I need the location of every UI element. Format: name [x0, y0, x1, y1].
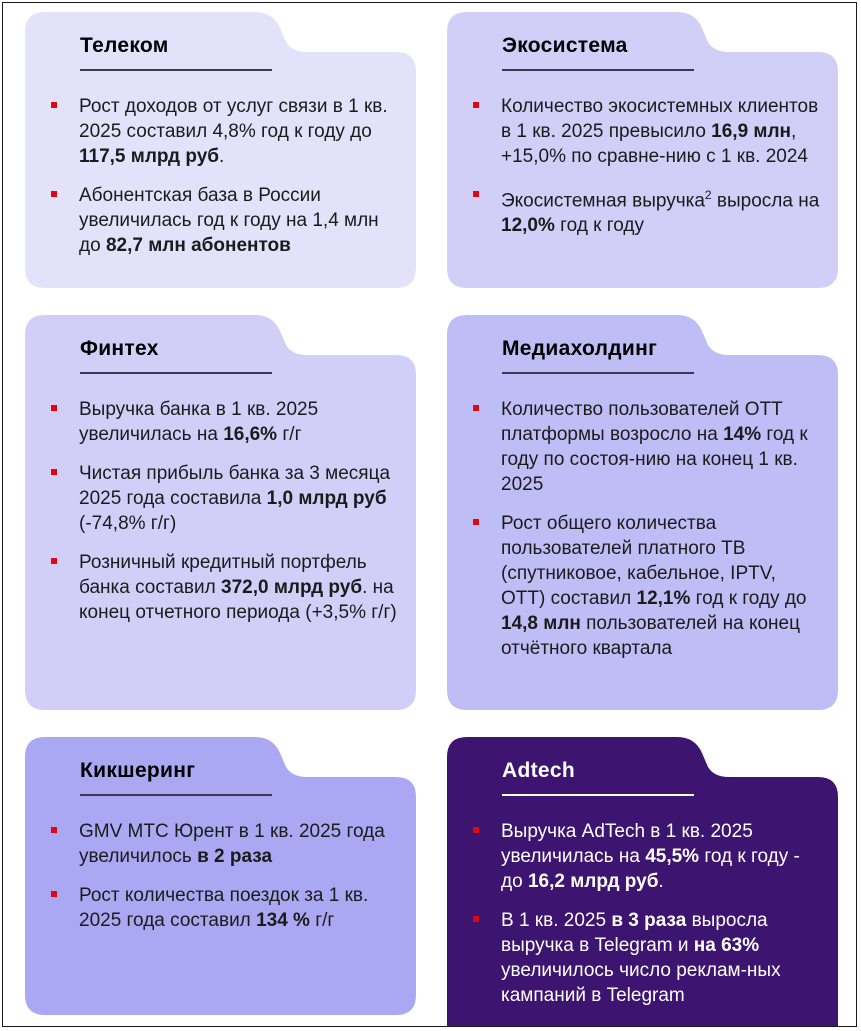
card-media — [447, 315, 838, 710]
title-divider — [80, 372, 272, 374]
item-highlight: 82,7 млн абонентов — [105, 235, 291, 256]
list-item — [469, 183, 820, 238]
bullet-icon — [473, 827, 479, 833]
item-text: выросла выручка в Telegram и — [501, 910, 768, 956]
card-title: Adtech — [502, 759, 575, 782]
item-text: Экосистемная выручка — [501, 190, 705, 212]
bullet-icon — [473, 916, 479, 922]
list-item — [47, 883, 398, 933]
item-text: Количество пользователей ОТТ платформы возросло на — [501, 399, 783, 445]
item-text: Рост доходов от услуг связи в 1 кв. 2025 составил 4,8% год к году до — [79, 96, 388, 142]
item-highlight: 14,8 млн — [501, 613, 581, 634]
list-item — [47, 183, 398, 258]
item-text: год к году — [554, 215, 645, 237]
bullet-icon — [51, 891, 57, 897]
bullet-icon — [473, 405, 479, 411]
list-item — [469, 397, 820, 497]
bullet-list — [47, 94, 398, 272]
item-text: г/г — [277, 424, 302, 445]
footnote-mark: 2 — [704, 188, 712, 202]
item-text: В 1 кв. 2025 — [501, 910, 612, 931]
item-highlight: в 3 раза — [611, 910, 687, 931]
card-title: Кикшеринг — [80, 759, 196, 782]
item-text: Розничный кредитный портфель банка составил — [79, 552, 367, 598]
item-text: . — [658, 871, 664, 892]
bullet-list — [469, 819, 820, 1022]
item-highlight: 372,0 млрд руб — [221, 577, 363, 598]
bullet-list — [47, 397, 398, 639]
item-text: Чистая прибыль банка за 3 месяца 2025 года составила — [79, 463, 391, 509]
card-telecom — [25, 12, 416, 288]
list-item — [47, 94, 398, 169]
card-title: Финтех — [80, 337, 159, 360]
item-text: . — [219, 146, 225, 167]
bullet-list — [47, 819, 398, 947]
card-title: Телеком — [80, 34, 169, 57]
list-item — [469, 94, 820, 169]
list-item — [469, 511, 820, 661]
item-text: год к году по состоя-нию на конец 1 кв. 2025 — [501, 424, 808, 495]
item-highlight: на 63% — [693, 935, 760, 956]
list-item — [47, 819, 398, 869]
bullet-icon — [51, 191, 57, 197]
item-text: год к году до — [690, 588, 807, 609]
list-item — [47, 461, 398, 536]
item-text: Абонентская база в России увеличилась год к году на 1,4 млн до — [79, 185, 379, 256]
title-divider — [80, 69, 272, 71]
bullet-icon — [51, 558, 57, 564]
item-text: Выручка AdTech в 1 кв. 2025 увеличилась на — [501, 821, 753, 867]
bullet-icon — [473, 102, 479, 108]
title-divider — [502, 372, 694, 374]
bullet-icon — [51, 827, 57, 833]
item-text: Выручка банка в 1 кв. 2025 увеличилась на — [79, 399, 319, 445]
card-kicksharing — [25, 737, 416, 1015]
card-adtech — [447, 737, 838, 1026]
item-highlight: 45,5% — [645, 846, 700, 867]
list-item — [47, 550, 398, 625]
item-text: пользователей на конец отчётного квартала — [501, 613, 800, 659]
list-item — [469, 908, 820, 1008]
bullet-icon — [473, 519, 479, 525]
item-highlight: 1,0 млрд руб — [266, 488, 387, 509]
list-item — [47, 397, 398, 447]
item-highlight: в 2 раза — [197, 846, 273, 867]
item-text: увеличилось число реклам-ных кампаний в Telegram — [501, 960, 781, 1006]
item-text: , +15,0% по сравне-нию с 1 кв. 2024 — [501, 121, 808, 167]
bullet-list — [469, 94, 820, 252]
bullet-icon — [51, 102, 57, 108]
title-divider — [502, 69, 694, 71]
card-ecosystem — [447, 12, 838, 288]
item-text: выросла на — [711, 190, 820, 212]
card-title: Медиахолдинг — [502, 337, 658, 360]
card-fintech — [25, 315, 416, 710]
item-highlight: 134 % — [256, 910, 310, 931]
item-text: Рост количества поездок за 1 кв. 2025 года составил — [79, 885, 369, 931]
item-highlight: 12,1% — [636, 588, 691, 609]
bullet-list — [469, 397, 820, 675]
item-highlight: 16,6% — [223, 424, 278, 445]
item-text: . на конец отчетного периода (+3,5% г/г) — [79, 577, 397, 623]
title-divider — [502, 794, 694, 796]
bullet-icon — [473, 191, 479, 197]
card-title: Экосистема — [502, 34, 628, 57]
title-divider — [80, 794, 272, 796]
item-text: GMV МТС Юрент в 1 кв. 2025 года увеличилось — [79, 821, 385, 867]
item-text: год к году - до — [501, 846, 800, 892]
item-highlight: 16,2 млрд руб — [527, 871, 659, 892]
item-text: Рост общего количества пользователей платного ТВ (спутниковое, кабельное, IPTV, ОТТ) составил — [501, 513, 776, 609]
item-text: г/г — [309, 910, 335, 931]
item-text: Количество экосистемных клиентов в 1 кв. 2025 превысило — [501, 96, 819, 142]
item-highlight: 117,5 млрд руб — [79, 146, 220, 167]
bullet-icon — [51, 405, 57, 411]
bullet-icon — [51, 469, 57, 475]
item-highlight: 16,9 млн — [711, 121, 792, 142]
item-highlight: 14% — [723, 424, 762, 445]
item-text: (-74,8% г/г) — [79, 513, 177, 534]
list-item — [469, 819, 820, 894]
item-highlight: 12,0% — [501, 215, 555, 237]
